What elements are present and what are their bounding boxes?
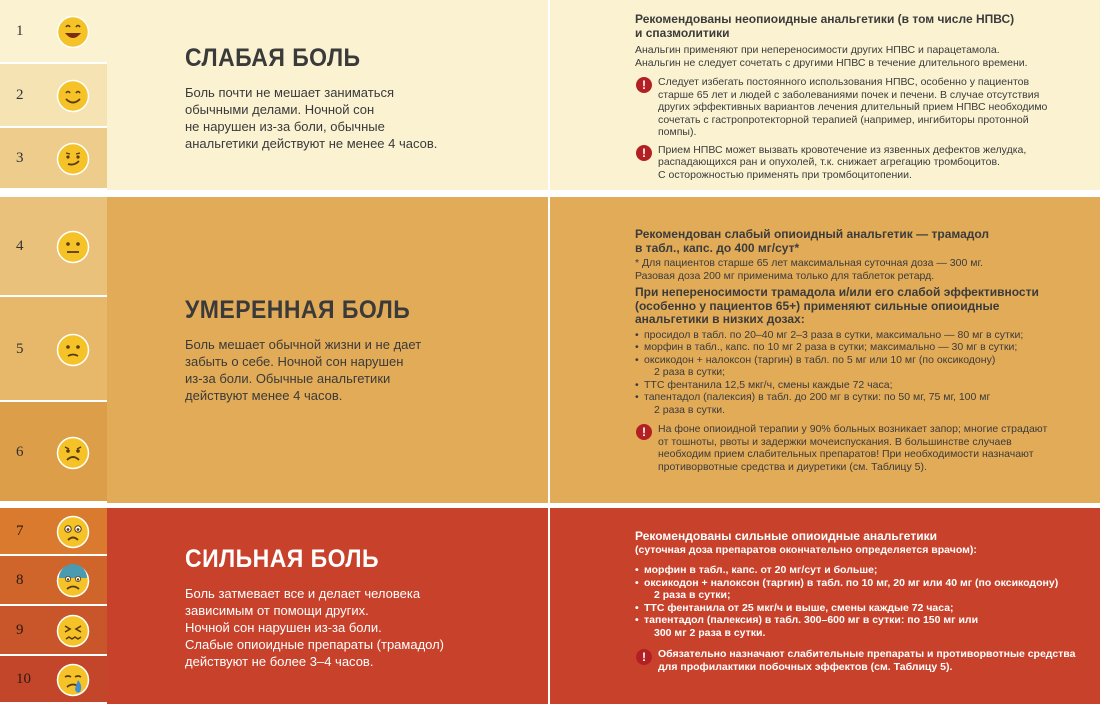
desc-line: действуют не более 3–4 часов. xyxy=(185,654,374,669)
column-divider xyxy=(548,508,550,704)
worried-face-icon xyxy=(56,515,90,549)
column-divider xyxy=(548,0,550,190)
drug-list xyxy=(635,329,1085,417)
neutral-face-icon xyxy=(56,230,90,264)
pain-scale-number: 9 xyxy=(16,622,24,638)
list-item: • морфин в табл., капс. по 10 мг 2 раза в сутки; максимально — 30 мг в сутки; xyxy=(635,341,1085,354)
pain-scale-cell-2 xyxy=(0,64,107,128)
persevering-face-icon xyxy=(56,614,90,648)
list-item: • тапентадол (палексия) в табл. до 200 мг в сутки: по 50 мг, 75 мг, 100 мг 2 раза в сутки. xyxy=(635,391,1085,416)
desc-line: из-за боли. Обычные анальгетики xyxy=(185,371,391,386)
desc-line: Слабые опиоидные препараты (трамадол) xyxy=(185,637,445,652)
warning-note: ! На фоне опиоидной терапии у 90% больных возникает запор; многие страдают от тошноты, рвоты и задержки мочеиспускания. В большинстве случаев необходим прием слабительных препаратов! При необходимости назначают противорвотные средства и диуретики (см. Таблицу 5). xyxy=(635,423,1085,473)
desc-line: Боль почти не мешает заниматься xyxy=(185,85,395,100)
rec-text: Анальгин применяют при непереносимости других НПВС и парацетамола. Анальгин не следует сочетать с другими НПВС в течение длительного времени. xyxy=(635,44,1028,69)
pain-scale-cell-9 xyxy=(0,606,107,656)
list-item: • оксикодон + налоксон (таргин) в табл. по 10 мг, 20 мг или 40 мг (по оксикодону) 2 раза в сутки; xyxy=(635,577,1085,602)
smile-face-icon xyxy=(56,79,90,113)
list-item: • тапентадол (палексия) в табл. 300–600 мг в сутки: по 150 мг или 300 мг 2 раза в сутки. xyxy=(635,614,1085,639)
moderate-description xyxy=(185,336,421,404)
severe-description xyxy=(185,585,444,670)
pain-scale-cell-3 xyxy=(0,128,107,190)
pain-scale-number: 1 xyxy=(16,23,24,39)
pain-scale-cell-10 xyxy=(0,656,107,704)
slight-frown-face-icon xyxy=(56,333,90,367)
fearful-face-icon xyxy=(56,564,90,598)
severe-recommendation xyxy=(635,530,1085,673)
exclamation-icon: ! xyxy=(636,649,652,665)
crying-face-icon xyxy=(56,663,90,697)
desc-line: не нарушен из-за боли, обычные xyxy=(185,119,385,134)
pain-scale-number: 4 xyxy=(16,238,24,254)
rec-title: Рекомендован слабый опиоидный анальгетик — трамадол в табл., капс. до 400 мг/сут* xyxy=(635,227,990,255)
pain-scale-number: 8 xyxy=(16,572,24,588)
desc-line: Боль мешает обычной жизни и не дает xyxy=(185,337,422,352)
mild-title: СЛАБАЯ БОЛЬ xyxy=(185,44,361,72)
rec-subtitle: При непереносимости трамадола и/или его слабой эффективности (особенно у пациентов 65+) применяют сильные опиоидные анальгетики в низких дозах: xyxy=(635,285,1039,326)
severe-title: СИЛЬНАЯ БОЛЬ xyxy=(185,545,379,573)
pain-scale-number: 5 xyxy=(16,340,24,357)
list-item: • оксикодон + налоксон (таргин) в табл. по 5 мг или 10 мг (по оксикодону) 2 раза в сутки; xyxy=(635,354,1085,379)
pain-scale-cell-1 xyxy=(0,0,107,64)
frown-face-icon xyxy=(56,436,90,470)
pain-scale-number: 10 xyxy=(16,671,31,687)
pain-scale-number: 6 xyxy=(16,443,24,460)
exclamation-icon: ! xyxy=(636,77,652,93)
smirk-face-icon xyxy=(56,142,90,176)
pain-scale-cell-8 xyxy=(0,556,107,606)
desc-line: анальгетики действуют не менее 4 часов. xyxy=(185,136,438,151)
pain-scale-number: 7 xyxy=(16,523,24,539)
exclamation-icon: ! xyxy=(636,424,652,440)
exclamation-icon: ! xyxy=(636,145,652,161)
rec-title: Рекомендованы сильные опиоидные анальгетики xyxy=(635,529,937,543)
rec-note: * Для пациентов старше 65 лет максимальная суточная доза — 300 мг. Разовая доза 200 мг применима только для таблеток ретард. xyxy=(635,257,983,282)
pain-scale-number: 3 xyxy=(16,150,24,166)
drug-list xyxy=(635,564,1085,639)
desc-line: обычными делами. Ночной сон xyxy=(185,102,375,117)
rec-subtitle: (суточная доза препаратов окончательно определяется врачом): xyxy=(635,543,977,556)
desc-line: Ночной сон нарушен из-за боли. xyxy=(185,620,382,635)
pain-scale-cell-7 xyxy=(0,508,107,556)
warning-note: ! Следует избегать постоянного использования НПВС, особенно у пациентов старше 65 лет и людей с заболеваниями почек и печени. В случае отсутствия других эффективных вариантов лечения длительный прием НПВС необходимо сочетать с гастропротекторной терапией (например, ингибиторы протонной помпы). xyxy=(635,76,1075,139)
moderate-title: УМЕРЕННАЯ БОЛЬ xyxy=(185,296,411,324)
pain-scale-cell-6 xyxy=(0,402,107,503)
warning-note: ! Обязательно назначают слабительные препараты и противорвотные средства для профилактики побочных эффектов (см. Таблицу 5). xyxy=(635,648,1085,673)
desc-line: забыть о себе. Ночной сон нарушен xyxy=(185,354,404,369)
pain-scale-cell-4 xyxy=(0,197,107,297)
desc-line: действуют менее 4 часов. xyxy=(185,388,343,403)
desc-line: Боль затмевает все и делает человека xyxy=(185,586,421,601)
desc-line: зависимым от помощи других. xyxy=(185,603,369,618)
column-divider xyxy=(548,197,550,503)
grin-face-icon xyxy=(56,15,90,49)
mild-recommendation xyxy=(635,13,1075,181)
list-item: • морфин в табл., капс. от 20 мг/сут и больше; xyxy=(635,564,1085,577)
list-item: • ТТС фентанила 12,5 мкг/ч, смены каждые 72 часа; xyxy=(635,379,1085,392)
moderate-recommendation xyxy=(635,228,1085,473)
rec-title: Рекомендованы неопиоидные анальгетики (в том числе НПВС) и спазмолитики xyxy=(635,12,1015,40)
pain-scale-cell-5 xyxy=(0,297,107,402)
pain-scale-number: 2 xyxy=(16,87,24,103)
warning-note: ! Прием НПВС может вызвать кровотечение из язвенных дефектов желудка, распадающихся ран и опухолей, т.к. снижает агрегацию тромбоцитов. С осторожностью применять при тромбоцитопении. xyxy=(635,144,1075,182)
list-item: • ТТС фентанила от 25 мкг/ч и выше, смены каждые 72 часа; xyxy=(635,602,1085,615)
mild-description xyxy=(185,84,437,152)
list-item: • просидол в табл. по 20–40 мг 2–3 раза в сутки, максимально — 80 мг в сутки; xyxy=(635,329,1085,342)
